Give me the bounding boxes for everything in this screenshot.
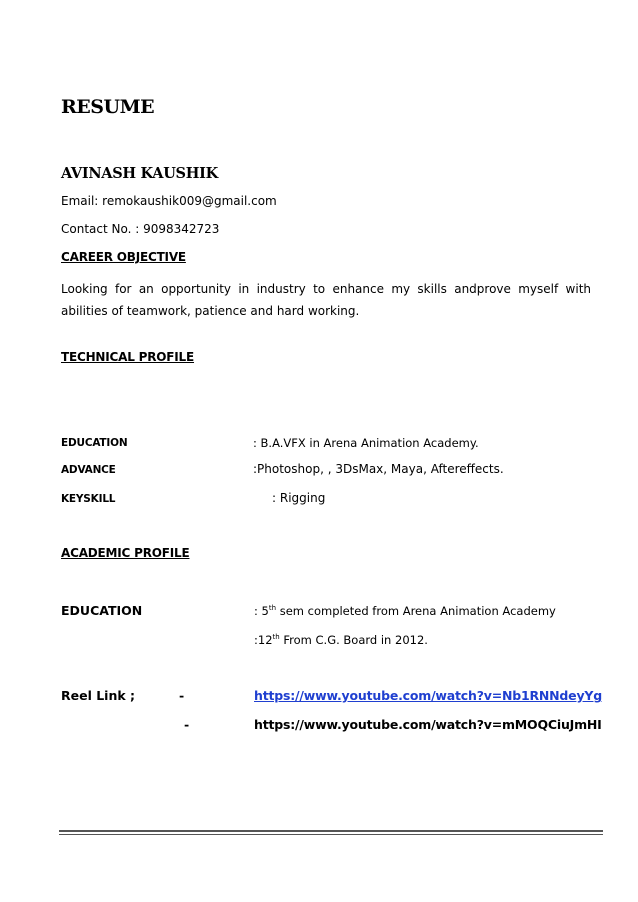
reel-dash-2: -	[184, 717, 190, 732]
tech-keyskill-label: KEYSKILL	[61, 493, 116, 505]
tech-keyskill-value: : Rigging	[272, 491, 326, 505]
reel-link-1[interactable]: https://www.youtube.com/watch?v=Nb1RNNdeyYg	[254, 688, 602, 703]
tech-education-label: EDUCATION	[61, 437, 128, 449]
candidate-name: AVINASH KAUSHIK	[61, 165, 218, 182]
academic-line-2	[254, 633, 428, 647]
academic-line-2-prefix: :12	[254, 633, 273, 647]
reel-link-2[interactable]: https://www.youtube.com/watch?v=mMOQCiuJmHI	[254, 717, 602, 732]
tech-education-value: : B.A.VFX in Arena Animation Academy.	[253, 436, 479, 450]
academic-line-1-rest: sem completed from Arena Animation Academy	[276, 604, 556, 618]
academic-education-label: EDUCATION	[61, 603, 143, 618]
email-line: Email: remokaushik009@gmail.com	[61, 194, 277, 208]
academic-line-2-rest: From C.G. Board in 2012.	[279, 633, 428, 647]
career-objective-heading: CAREER OBJECTIVE	[61, 250, 186, 264]
academic-line-1-sup: th	[268, 604, 277, 612]
academic-line-1-prefix: : 5	[254, 604, 269, 618]
tech-advance-value: :Photoshop, , 3DsMax, Maya, Aftereffects.	[253, 462, 504, 476]
reel-dash-1: -	[179, 688, 185, 703]
career-objective-text: Looking for an opportunity in industry to enhance my skills andprove myself with abilities of teamwork, patience and hard working.	[61, 282, 591, 318]
academic-line-1	[254, 604, 556, 618]
reel-link-label: Reel Link ;	[61, 688, 136, 703]
resume-title: RESUME	[61, 96, 155, 118]
footer-divider	[59, 830, 603, 832]
tech-advance-label: ADVANCE	[61, 464, 116, 476]
academic-profile-heading: ACADEMIC PROFILE	[61, 546, 190, 560]
contact-line: Contact No. : 9098342723	[61, 222, 220, 236]
footer-divider-thin	[59, 834, 603, 835]
academic-line-2-sup: th	[272, 633, 280, 641]
technical-profile-heading: TECHNICAL PROFILE	[61, 350, 195, 364]
